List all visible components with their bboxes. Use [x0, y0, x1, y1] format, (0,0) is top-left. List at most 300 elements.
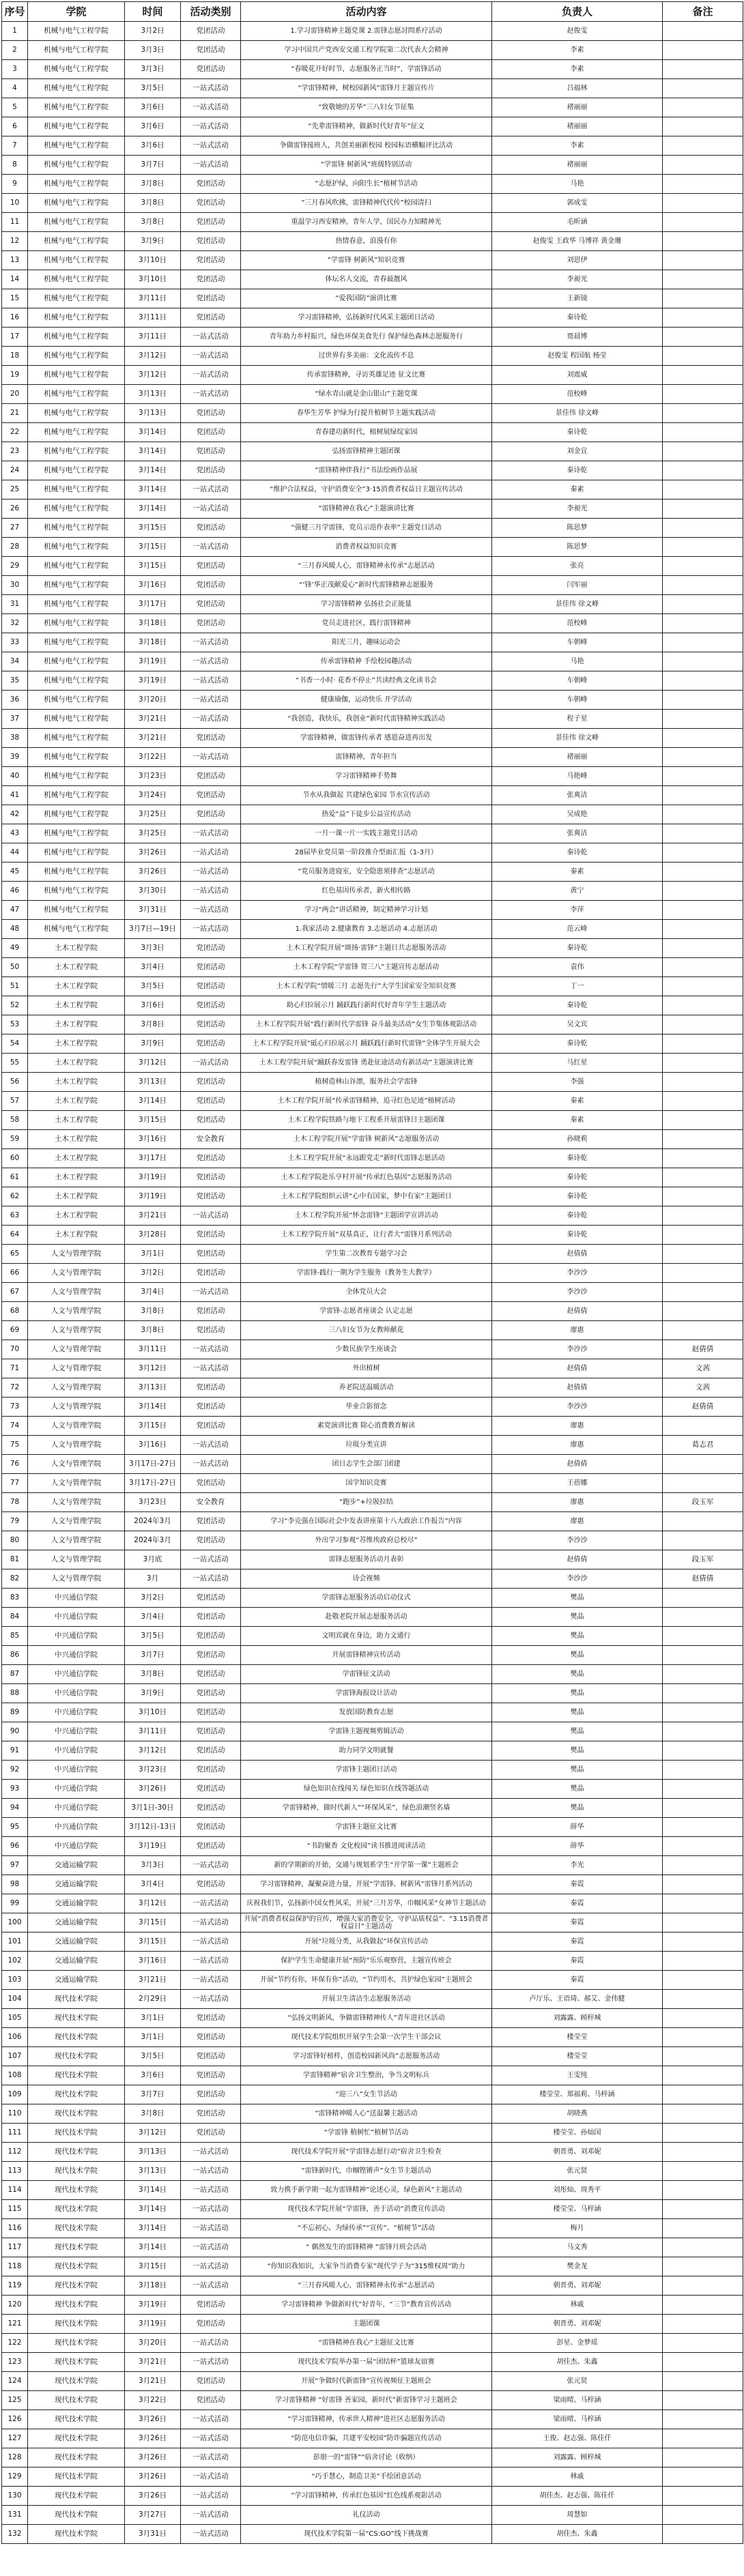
cell-college: 现代技术学院	[28, 2104, 125, 2124]
cell-content: “跑步”+垃圾拉结	[241, 1493, 492, 1512]
cell-content: “学雷锋精神，树校园新风”雷锋月主题宣传片	[241, 79, 492, 98]
cell-content: “三月春风暖人心，雷锋精神永传承”志愿活动	[241, 2276, 492, 2296]
cell-content: 学雷锋-践行一期为学生服务（教务生大教学）	[241, 1264, 492, 1283]
cell-category: 党团活动	[181, 939, 241, 958]
cell-index: 74	[2, 1417, 28, 1436]
cell-date: 3月13日	[125, 385, 181, 404]
table-row	[2, 1703, 743, 1722]
table-row	[2, 1799, 743, 1818]
table-row	[2, 2047, 743, 2066]
cell-index: 60	[2, 1149, 28, 1168]
table-row	[2, 1015, 743, 1034]
cell-college: 现代技术学院	[28, 2296, 125, 2315]
cell-college: 中兴通信学院	[28, 1608, 125, 1627]
cell-content: 新的学期新的开始，交通与规划系学生“开学第一课”主题班会	[241, 1856, 492, 1875]
cell-college: 人文与管理学院	[28, 1340, 125, 1359]
cell-index: 42	[2, 805, 28, 824]
cell-college: 机械与电气工程学院	[28, 22, 125, 41]
table-row	[2, 805, 743, 824]
table-row	[2, 614, 743, 633]
cell-college: 现代技术学院	[28, 2410, 125, 2429]
cell-college: 机械与电气工程学院	[28, 710, 125, 729]
cell-content: 土木工程学院开展“颂扬·雷锋”主题日共志愿服务活动	[241, 939, 492, 958]
cell-content: 土木工程学院铁路与地下工程系开展雷锋日主题团课	[241, 1111, 492, 1130]
cell-content: “学雷锋 树新风”班级特别活动	[241, 156, 492, 175]
cell-content: “强健三月学雷锋，党员示范作表率”主题党日活动	[241, 519, 492, 538]
cell-index: 13	[2, 251, 28, 270]
cell-content: 弘扬雷锋精神主题团课	[241, 442, 492, 461]
cell-category: 党团活动	[181, 2315, 241, 2334]
cell-category: 党团活动	[181, 1073, 241, 1092]
cell-college: 交通运输学院	[28, 1894, 125, 1913]
cell-content: 学雷锋海报设计活动	[241, 1684, 492, 1703]
cell-index: 45	[2, 863, 28, 882]
cell-date: 3月26日	[125, 2487, 181, 2506]
cell-owner: 樊晶	[492, 1665, 663, 1684]
cell-owner: 秦诗乾	[492, 461, 663, 480]
cell-index: 93	[2, 1780, 28, 1799]
cell-category: 一站式活动	[181, 1894, 241, 1913]
header-owner: 负责人	[492, 2, 663, 22]
cell-category: 一站式活动	[181, 1952, 241, 1971]
cell-content: 春华生芳华 护绿为行提升植树节主题实践活动	[241, 404, 492, 423]
cell-date: 3月18日	[125, 614, 181, 633]
cell-category: 党团活动	[181, 423, 241, 442]
cell-category: 党团活动	[181, 958, 241, 977]
cell-owner: 陈思梦	[492, 519, 663, 538]
cell-remarks	[663, 1264, 743, 1283]
cell-index: 92	[2, 1761, 28, 1780]
cell-date: 3月7日—19日	[125, 920, 181, 939]
cell-index: 34	[2, 652, 28, 671]
cell-date: 3月3日	[125, 939, 181, 958]
cell-index: 40	[2, 767, 28, 786]
cell-date: 3月8日	[125, 194, 181, 213]
cell-college: 人文与管理学院	[28, 1436, 125, 1455]
cell-remarks	[663, 1015, 743, 1034]
cell-index: 104	[2, 1990, 28, 2009]
cell-college: 土木工程学院	[28, 996, 125, 1015]
table-row	[2, 2219, 743, 2238]
table-row	[2, 729, 743, 748]
cell-category: 一站式活动	[181, 691, 241, 710]
cell-college: 机械与电气工程学院	[28, 595, 125, 614]
cell-content: 开展卫生清洁生志愿服务活动	[241, 1990, 492, 2009]
cell-date: 3月16日	[125, 1436, 181, 1455]
table-row	[2, 1531, 743, 1550]
cell-content: 阳光三月，趣味运动会	[241, 633, 492, 652]
cell-category: 一站式活动	[181, 500, 241, 519]
cell-date: 3月31日	[125, 2525, 181, 2544]
cell-content: 诗会视频	[241, 1569, 492, 1589]
cell-remarks	[663, 1952, 743, 1971]
cell-remarks	[663, 22, 743, 41]
cell-college: 人文与管理学院	[28, 1512, 125, 1531]
cell-date: 3月11日	[125, 328, 181, 347]
cell-content: 青年助力乡村振兴，绿色环保美食先行 保护绿色森林志愿服务行	[241, 328, 492, 347]
cell-index: 5	[2, 98, 28, 117]
table-row	[2, 1417, 743, 1436]
cell-owner: 景佳伟 徐文峰	[492, 729, 663, 748]
cell-category: 一站式活动	[181, 2200, 241, 2219]
cell-owner: 赵倩倩	[492, 1378, 663, 1398]
cell-index: 94	[2, 1799, 28, 1818]
cell-index: 46	[2, 882, 28, 901]
cell-index: 129	[2, 2468, 28, 2487]
cell-college: 中兴通信学院	[28, 1799, 125, 1818]
cell-owner: 程子星	[492, 710, 663, 729]
cell-owner: 马艳	[492, 175, 663, 194]
cell-category: 一站式活动	[181, 633, 241, 652]
cell-owner: 景佳伟 徐文峰	[492, 595, 663, 614]
table-row	[2, 1111, 743, 1130]
cell-category: 一站式活动	[181, 538, 241, 557]
table-row	[2, 1130, 743, 1149]
cell-college: 现代技术学院	[28, 2334, 125, 2353]
cell-content: “雷锋新时代，巾帼铿锵声”女生节主题活动	[241, 2162, 492, 2181]
cell-college: 机械与电气工程学院	[28, 652, 125, 671]
cell-category: 党团活动	[181, 614, 241, 633]
cell-index: 61	[2, 1168, 28, 1187]
cell-index: 12	[2, 232, 28, 251]
cell-remarks	[663, 2181, 743, 2200]
cell-remarks	[663, 1111, 743, 1130]
cell-college: 机械与电气工程学院	[28, 920, 125, 939]
cell-date: 3月15日	[125, 1417, 181, 1436]
cell-category: 党团活动	[181, 1589, 241, 1608]
cell-remarks	[663, 2353, 743, 2372]
cell-content: 助力同学文明就餐	[241, 1741, 492, 1761]
cell-college: 机械与电气工程学院	[28, 691, 125, 710]
cell-date: 3月21日	[125, 1971, 181, 1990]
cell-index: 22	[2, 423, 28, 442]
cell-college: 机械与电气工程学院	[28, 423, 125, 442]
cell-date: 3月10日	[125, 251, 181, 270]
cell-content: 土木工程学院开展“踊跃春发雷锋 勇赴征途活动有新活动”主题演讲比赛	[241, 1054, 492, 1073]
cell-index: 44	[2, 843, 28, 863]
cell-remarks	[663, 691, 743, 710]
cell-date: 3月14日	[125, 2200, 181, 2219]
cell-index: 123	[2, 2353, 28, 2372]
cell-date: 3月10日	[125, 1703, 181, 1722]
cell-category: 党团活动	[181, 442, 241, 461]
cell-owner: 樊晶	[492, 1703, 663, 1722]
cell-category: 一站式活动	[181, 671, 241, 691]
cell-date: 3月4日	[125, 1608, 181, 1627]
cell-index: 58	[2, 1111, 28, 1130]
cell-content: 学习雷锋精神，弘扬新时代风采主题团日活动	[241, 308, 492, 328]
cell-index: 76	[2, 1455, 28, 1474]
cell-remarks	[663, 2028, 743, 2047]
table-row	[2, 1512, 743, 1531]
cell-category: 党团活动	[181, 805, 241, 824]
cell-owner: 李沙沙	[492, 1283, 663, 1302]
cell-category: 一站式活动	[181, 2219, 241, 2238]
cell-date: 3月14日	[125, 461, 181, 480]
cell-category: 党团活动	[181, 729, 241, 748]
cell-college: 中兴通信学院	[28, 1780, 125, 1799]
cell-remarks	[663, 576, 743, 595]
cell-owner: 梁雨晴、马梓涵	[492, 2410, 663, 2429]
cell-owner: 楼莹莹	[492, 2047, 663, 2066]
cell-remarks	[663, 442, 743, 461]
table-row	[2, 882, 743, 901]
cell-index: 25	[2, 480, 28, 500]
cell-owner: 秦诗乾	[492, 1226, 663, 1245]
cell-college: 现代技术学院	[28, 2353, 125, 2372]
cell-category: 党团活动	[181, 519, 241, 538]
cell-remarks	[663, 500, 743, 519]
table-row	[2, 2372, 743, 2391]
cell-college: 土木工程学院	[28, 1168, 125, 1187]
table-row	[2, 404, 743, 423]
cell-date: 3月14日	[125, 423, 181, 442]
cell-remarks	[663, 710, 743, 729]
table-row	[2, 1455, 743, 1474]
cell-owner: 楼莹莹	[492, 2028, 663, 2047]
cell-remarks	[663, 2487, 743, 2506]
cell-index: 96	[2, 1837, 28, 1856]
cell-date: 3月27日	[125, 2506, 181, 2525]
cell-date: 3月14日	[125, 2181, 181, 2200]
table-row	[2, 1359, 743, 1378]
cell-college: 中兴通信学院	[28, 1818, 125, 1837]
cell-category: 党团活动	[181, 1761, 241, 1780]
cell-content: “致敬她的芳华”三八妇女节征集	[241, 98, 492, 117]
cell-category: 党团活动	[181, 767, 241, 786]
table-row	[2, 2506, 743, 2525]
cell-category: 党团活动	[181, 270, 241, 289]
cell-category: 一站式活动	[181, 117, 241, 136]
cell-content: 热爱“益”下徒步公益宣传活动	[241, 805, 492, 824]
cell-remarks	[663, 2143, 743, 2162]
cell-date: 3月23日	[125, 1493, 181, 1512]
table-row	[2, 1761, 743, 1780]
cell-category: 党团活动	[181, 977, 241, 996]
cell-remarks	[663, 2506, 743, 2525]
cell-remarks	[663, 920, 743, 939]
cell-owner: 樊金龙	[492, 2257, 663, 2276]
cell-remarks	[663, 843, 743, 863]
cell-index: 3	[2, 60, 28, 79]
cell-college: 机械与电气工程学院	[28, 767, 125, 786]
cell-college: 机械与电气工程学院	[28, 328, 125, 347]
cell-college: 现代技术学院	[28, 2085, 125, 2104]
cell-date: 3月12日	[125, 366, 181, 385]
table-row	[2, 1875, 743, 1894]
table-row	[2, 671, 743, 691]
cell-owner: 车朝峰	[492, 671, 663, 691]
cell-category: 党团活动	[181, 2085, 241, 2104]
cell-date: 3月7日	[125, 2085, 181, 2104]
cell-remarks	[663, 2257, 743, 2276]
cell-category: 一站式活动	[181, 2525, 241, 2544]
cell-category: 党团活动	[181, 1111, 241, 1130]
cell-remarks	[663, 2334, 743, 2353]
cell-date: 3月16日	[125, 1952, 181, 1971]
cell-index: 117	[2, 2238, 28, 2257]
table-row	[2, 1321, 743, 1340]
cell-date: 3月7日	[125, 1646, 181, 1665]
cell-owner: 秦霞	[492, 1875, 663, 1894]
cell-owner: 樊晶	[492, 1780, 663, 1799]
cell-content: 学生第二次教育专题学习会	[241, 1245, 492, 1264]
cell-date: 3月4日	[125, 958, 181, 977]
cell-date: 3月19日	[125, 1168, 181, 1187]
cell-content: 开展雷锋精神宣传活动	[241, 1646, 492, 1665]
cell-college: 人文与管理学院	[28, 1321, 125, 1340]
table-row	[2, 1493, 743, 1512]
cell-index: 33	[2, 633, 28, 652]
cell-category: 一站式活动	[181, 1455, 241, 1474]
cell-index: 68	[2, 1302, 28, 1321]
cell-owner: 廖惠	[492, 1436, 663, 1455]
cell-remarks	[663, 1818, 743, 1837]
cell-owner: 胡晓燕	[492, 2104, 663, 2124]
cell-remarks	[663, 1455, 743, 1474]
cell-index: 75	[2, 1436, 28, 1455]
cell-date: 3月22日	[125, 748, 181, 767]
cell-date: 3月26日	[125, 2410, 181, 2429]
table-row	[2, 519, 743, 538]
table-row	[2, 2238, 743, 2257]
cell-date: 3月25日	[125, 824, 181, 843]
cell-owner: 赵倩倩	[492, 1455, 663, 1474]
cell-index: 87	[2, 1665, 28, 1684]
cell-index: 63	[2, 1206, 28, 1226]
cell-owner: 张爽洁	[492, 824, 663, 843]
cell-date: 3月14日	[125, 480, 181, 500]
cell-remarks	[663, 2410, 743, 2429]
cell-index: 72	[2, 1378, 28, 1398]
cell-content: 发放国防教育志愿	[241, 1703, 492, 1722]
cell-date: 3月15日	[125, 1913, 181, 1933]
cell-remarks	[663, 1168, 743, 1187]
cell-college: 机械与电气工程学院	[28, 614, 125, 633]
table-row	[2, 2410, 743, 2429]
cell-remarks	[663, 786, 743, 805]
cell-category: 一站式活动	[181, 748, 241, 767]
cell-date: 3月23日	[125, 767, 181, 786]
table-row	[2, 1302, 743, 1321]
table-row	[2, 977, 743, 996]
cell-category: 党团活动	[181, 1627, 241, 1646]
cell-remarks	[663, 538, 743, 557]
cell-category: 党团活动	[181, 1665, 241, 1684]
table-row	[2, 2487, 743, 2506]
cell-content: “三月春风吹拂，雷锋精神代代传”校园清扫	[241, 194, 492, 213]
cell-content: 重温学习西安精神，青年人学，国民办力知精神光	[241, 213, 492, 232]
cell-date: 3月8日	[125, 175, 181, 194]
cell-remarks	[663, 1856, 743, 1875]
cell-remarks	[663, 2162, 743, 2181]
cell-owner: 秦诗乾	[492, 1187, 663, 1206]
cell-content: 学习“两会”讲话精神，制定精神学习计划	[241, 901, 492, 920]
table-row	[2, 175, 743, 194]
cell-category: 党团活动	[181, 213, 241, 232]
table-row	[2, 2257, 743, 2276]
cell-content: 开展“节约有你，环保有你”活动，“节约用水，共护绿色家园”主题班会	[241, 1971, 492, 1990]
cell-category: 党团活动	[181, 996, 241, 1015]
cell-remarks	[663, 1627, 743, 1646]
cell-index: 65	[2, 1245, 28, 1264]
table-row	[2, 480, 743, 500]
cell-content: “书香一小时· 花香不停止”共读经典文化读书会	[241, 671, 492, 691]
cell-owner: 彭星、金梦瑶	[492, 2334, 663, 2353]
cell-date: 3月10日	[125, 270, 181, 289]
cell-content: “维护合法权益，守护消费安全”3·15消费者权益日主题宣传活动	[241, 480, 492, 500]
cell-category: 一站式活动	[181, 1340, 241, 1359]
cell-category: 一站式活动	[181, 901, 241, 920]
cell-owner: 秦诗乾	[492, 1034, 663, 1054]
cell-category: 党团活动	[181, 1417, 241, 1436]
cell-college: 机械与电气工程学院	[28, 480, 125, 500]
table-row	[2, 1741, 743, 1761]
cell-index: 82	[2, 1569, 28, 1589]
cell-owner: 李昶光	[492, 270, 663, 289]
cell-owner: 朝晋勇、刘邓妮	[492, 2315, 663, 2334]
cell-owner: 秦诗乾	[492, 423, 663, 442]
cell-college: 中兴通信学院	[28, 1703, 125, 1722]
cell-content: 雷锋志愿服务活动月表彰	[241, 1550, 492, 1569]
cell-index: 115	[2, 2200, 28, 2219]
cell-content: 学习“李克强在国际社会中发表讲座第十八大政治工作报告”内容	[241, 1512, 492, 1531]
cell-remarks	[663, 1073, 743, 1092]
cell-index: 119	[2, 2276, 28, 2296]
cell-college: 现代技术学院	[28, 2487, 125, 2506]
cell-date: 3月8日	[125, 213, 181, 232]
table-row	[2, 251, 743, 270]
table-row	[2, 1913, 743, 1933]
cell-content: “我创造，我快乐，我创业”新时代雷锋精神实践活动	[241, 710, 492, 729]
cell-content: “绿水青山就是金山银山”主题党课	[241, 385, 492, 404]
cell-category: 一站式活动	[181, 347, 241, 366]
cell-remarks	[663, 882, 743, 901]
cell-college: 机械与电气工程学院	[28, 308, 125, 328]
cell-college: 中兴通信学院	[28, 1722, 125, 1741]
cell-category: 党团活动	[181, 576, 241, 595]
cell-index: 127	[2, 2429, 28, 2448]
cell-owner: 王新镜	[492, 289, 663, 308]
cell-index: 81	[2, 1550, 28, 1569]
cell-remarks	[663, 996, 743, 1015]
cell-owner: 廖惠	[492, 1417, 663, 1436]
cell-remarks	[663, 2047, 743, 2066]
cell-content: 土木工程学院开展“践行新时代学雷锋 奋斗最美活动”女生节集体观影活动	[241, 1015, 492, 1034]
cell-category: 党团活动	[181, 251, 241, 270]
table-row	[2, 2066, 743, 2085]
cell-owner: 毛昕涵	[492, 213, 663, 232]
cell-index: 16	[2, 308, 28, 328]
cell-category: 党团活动	[181, 1703, 241, 1722]
cell-college: 现代技术学院	[28, 2181, 125, 2200]
cell-remarks	[663, 1722, 743, 1741]
cell-category: 一站式活动	[181, 1913, 241, 1933]
cell-index: 111	[2, 2124, 28, 2143]
cell-remarks	[663, 1206, 743, 1226]
cell-category: 党团活动	[181, 1092, 241, 1111]
cell-index: 106	[2, 2028, 28, 2047]
cell-remarks	[663, 977, 743, 996]
cell-college: 现代技术学院	[28, 2162, 125, 2181]
table-row	[2, 1149, 743, 1168]
cell-remarks	[663, 1054, 743, 1073]
table-row	[2, 1034, 743, 1054]
cell-date: 3月13日	[125, 404, 181, 423]
table-row	[2, 1990, 743, 2009]
cell-date: 3月14日	[125, 2219, 181, 2238]
cell-remarks	[663, 1990, 743, 2009]
